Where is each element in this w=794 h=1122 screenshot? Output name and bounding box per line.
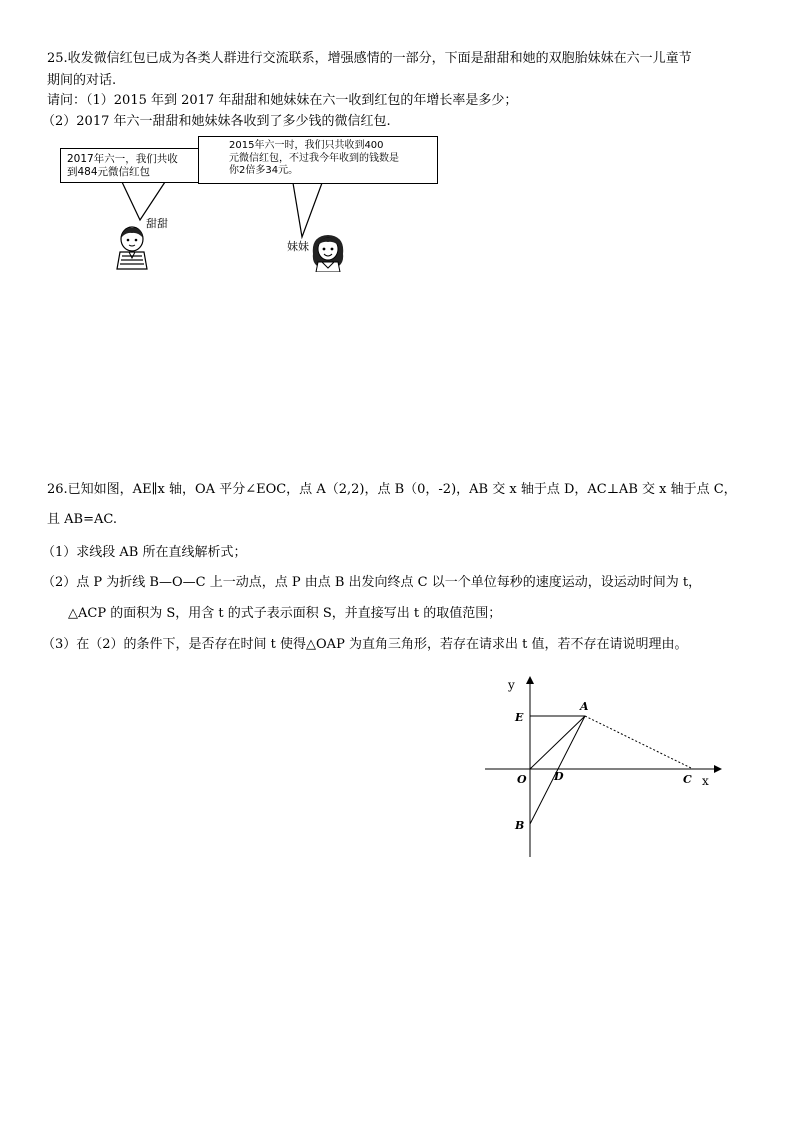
q25-question-1: 请问：（1）2015 年到 2017 年甜甜和她妹妹在六一收到红包的年增长率是多少； bbox=[47, 93, 518, 108]
label-O: O bbox=[517, 773, 527, 786]
bubble-right-line1: 2015年六一时，我们只共收到400 bbox=[229, 140, 384, 151]
q26-part3: （3）在（2）的条件下，是否存在时间 t 使得△OAP 为直角三角形，若存在请求出 t 值，若不存在请说明理由。 bbox=[42, 637, 688, 652]
segment-AC bbox=[585, 716, 693, 769]
label-D: D bbox=[554, 770, 564, 783]
bubble-right-line3: 你2倍多34元。 bbox=[229, 165, 299, 176]
q25-text-line1: 25.收发微信红包已成为各类人群进行交流联系，增强感情的一部分，下面是甜甜和她的双胞胎妹妹在六一儿童节 bbox=[47, 51, 692, 66]
label-A: A bbox=[580, 700, 589, 713]
label-C: C bbox=[683, 773, 692, 786]
label-y: y bbox=[508, 678, 515, 692]
bubble-left-line1: 2017年六一，我们共收 bbox=[67, 153, 178, 165]
bubble-left-line2: 到484元微信红包 bbox=[67, 166, 151, 178]
label-B: B bbox=[515, 819, 525, 832]
q26-text-line2: 且 AB=AC. bbox=[47, 512, 117, 527]
q26-part2-line1: （2）点 P 为折线 B—O—C 上一动点，点 P 由点 B 出发向终点 C 以一个单位每秒的速度运动，设运动时间为 t， bbox=[42, 575, 702, 590]
q25-text-line2: 期间的对话. bbox=[47, 73, 117, 88]
q26-part1: （1）求线段 AB 所在直线解析式； bbox=[42, 545, 247, 560]
character-name-meimei: 妹妹 bbox=[287, 240, 309, 253]
bubble-right-line2: 元微信红包，不过我今年收到的钱数是 bbox=[229, 152, 399, 164]
q25-question-2: （2）2017 年六一甜甜和她妹妹各收到了多少钱的微信红包. bbox=[42, 114, 391, 129]
q26-part2-line2: △ACP 的面积为 S，用含 t 的式子表示面积 S，并直接写出 t 的取值范围； bbox=[68, 606, 502, 621]
q26-text-line1: 26.已知如图，AE∥x 轴，OA 平分∠EOC，点 A（2,2)，点 B（0，-2)，AB 交 x 轴于点 D，AC⊥AB 交 x 轴于点 C， bbox=[47, 482, 737, 497]
character-name-tiantian: 甜甜 bbox=[146, 217, 168, 230]
label-x: x bbox=[702, 774, 709, 788]
segment-OA bbox=[530, 716, 585, 769]
label-E: E bbox=[515, 711, 524, 724]
